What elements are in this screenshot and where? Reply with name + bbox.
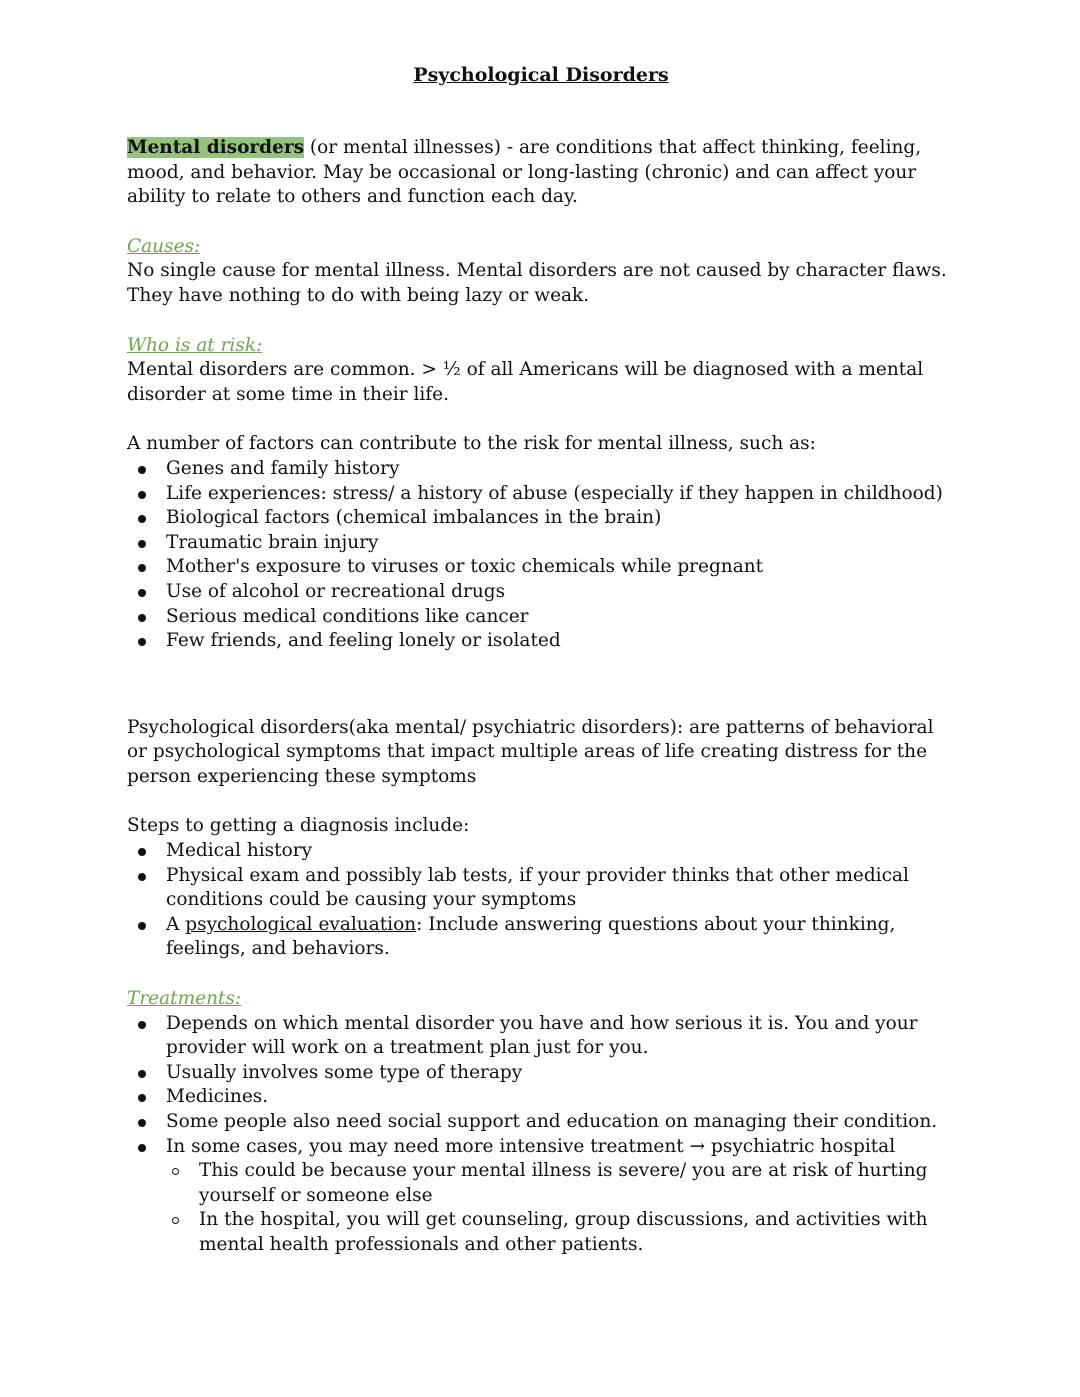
list-item: In some cases, you may need more intensive treatment → psychiatric hospital This could be because your mental illness is severe/ you are at risk of hurting yourself or someone else In the hospital, you will get counseling, group discussions, and activities with mental health professionals and other patients. [166,1135,957,1258]
risk-factors-intro: A number of factors can contribute to the risk for mental illness, such as: [127,433,816,455]
treatments-list [127,1012,957,1258]
list-item: Life experiences: stress/ a history of abuse (especially if they happen in childhood) [166,482,957,507]
list-item: Physical exam and possibly lab tests, if your provider thinks that other medical conditions could be causing your symptoms [166,864,957,913]
diagnosis-list [127,839,957,962]
list-item: Mother's exposure to viruses or toxic chemicals while pregnant [166,555,957,580]
list-item: Medical history [166,839,957,864]
list-item: A psychological evaluation: Include answering questions about your thinking, feelings, and behaviors. [166,913,957,962]
page-title: Psychological Disorders [413,64,669,86]
list-item: Medicines. [166,1085,957,1110]
list-item: Depends on which mental disorder you have and how serious it is. You and your provider will work on a treatment plan just for you. [166,1012,957,1061]
sublist-item: This could be because your mental illness is severe/ you are at risk of hurting yourself or someone else [199,1159,957,1208]
list-item: Usually involves some type of therapy [166,1061,957,1086]
document-content [127,62,957,1258]
list-item: Genes and family history [166,457,957,482]
list-item: Some people also need social support and education on managing their condition. [166,1110,957,1135]
intro-paragraph [127,136,957,210]
list-item: Biological factors (chemical imbalances in the brain) [166,506,957,531]
risk-heading: Who is at risk: [127,334,263,356]
treatments-sublist [166,1159,957,1257]
list-item: Use of alcohol or recreational drugs [166,580,957,605]
causes-heading: Causes: [127,235,201,257]
treatments-heading: Treatments: [127,988,242,1010]
causes-text: No single cause for mental illness. Mental disorders are not caused by character flaws. They have nothing to do with being lazy or weak. [127,260,947,306]
sublist-item: In the hospital, you will get counseling, group discussions, and activities with mental health professionals and other patients. [199,1208,957,1257]
highlighted-term: Mental disorders [127,137,305,158]
risk-text: Mental disorders are common. > ½ of all Americans will be diagnosed with a mental disorder at some time in their life. [127,359,924,405]
intro-text: (or mental illnesses) - are conditions that affect thinking, feeling, mood, and behavior. May be occasional or long-lasting (chronic) and can affect your ability to relate to others and function each day. [127,137,922,208]
list-item: Few friends, and feeling lonely or isolated [166,629,957,654]
list-item: Traumatic brain injury [166,531,957,556]
list-item: Serious medical conditions like cancer [166,605,957,630]
definition-paragraph: Psychological disorders(aka mental/ psychiatric disorders): are patterns of behavioral or psychological symptoms that impact multiple areas of life creating distress for the person experiencing these symptoms [127,716,934,787]
psychological-evaluation-link: psychological evaluation [185,913,417,935]
diagnosis-intro: Steps to getting a diagnosis include: [127,815,470,837]
risk-factors-list [127,457,957,654]
